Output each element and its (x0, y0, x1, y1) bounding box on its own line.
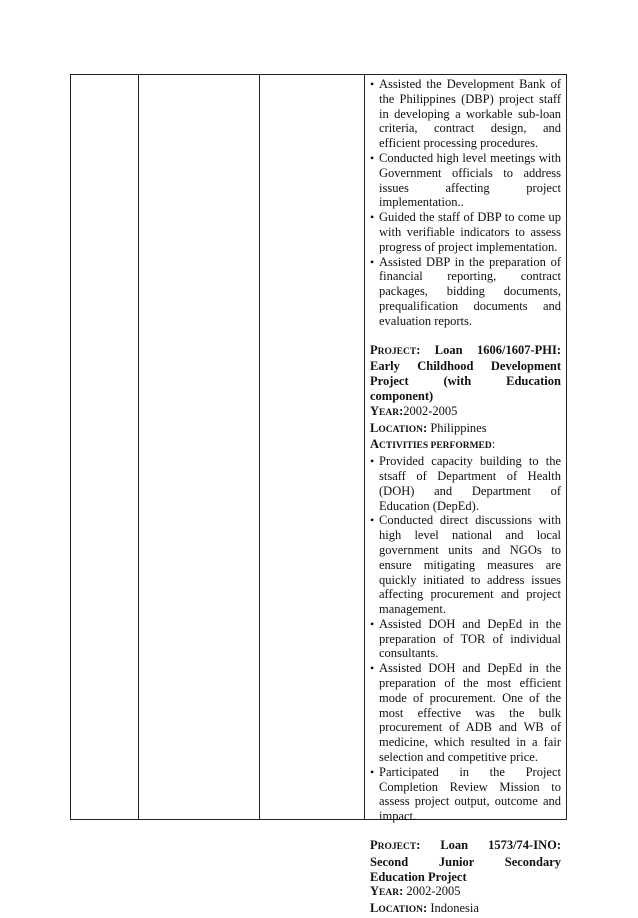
dbp-activity-list (370, 77, 561, 329)
activities-heading: ACTIVITIES PERFORMED: (370, 437, 496, 452)
project-location: LOCATION: Indonesia (370, 901, 479, 916)
list-item: • Assisted DOH and DepEd in the preparation of TOR of individual consultants. (370, 617, 561, 661)
project-heading: PROJECT: Loan 1606/1607-PHI: Early Childhood Development Project (with Education component) (370, 342, 562, 403)
table-column-divider (364, 75, 365, 819)
table-column-divider (138, 75, 139, 819)
list-item: • Conducted high level meetings with Government officials to address issues affecting project implementation.. (370, 151, 561, 210)
list-item: • Participated in the Project Completion Review Mission to assess project output, outcome and impact. (370, 765, 561, 824)
list-item: • Provided capacity building to the stsaff of Department of Health (DOH) and Department of Education (DepEd). (370, 454, 561, 513)
list-item: • Assisted DBP in the preparation of financial reporting, contract packages, bidding documents, prequalification documents and evaluation reports. (370, 255, 561, 329)
project-title: Loan 1606/1607-PHI: Early Childhood Development Project (with Education component) (370, 342, 562, 403)
project-title: Loan 1573/74-INO: Second Junior Secondary Education Project (370, 838, 561, 884)
experience-table (70, 74, 567, 916)
project-year: YEAR:2002-2005 (370, 403, 458, 418)
list-item: • Assisted the Development Bank of the Philippines (DBP) project staff in developing a workable sub-loan criteria, contract design, and efficient processing procedures. (370, 77, 561, 151)
list-item: • Guided the staff of DBP to come up with verifiable indicators to assess progress of project implementation. (370, 210, 561, 254)
project-year: YEAR: 2002-2005 (370, 884, 461, 899)
table-column-divider (259, 75, 260, 819)
project-heading: PROJECT: Loan 1573/74-INO: Second Junior Secondary Education Project (370, 838, 561, 884)
list-item: • Conducted direct discussions with high level national and local government units and NGOs to ensure mitigating measures are quickly initiated to address issues affecting procurement and project management. (370, 513, 561, 617)
list-item: • Assisted DOH and DepEd in the preparation of the most efficient mode of procurement. One of the most effective was the bulk procurement of ADB and WB of medicine, which resulted in a fair selection and competitive price. (370, 661, 561, 765)
project-location: LOCATION: Philippines (370, 420, 487, 435)
activities-cell (370, 77, 561, 918)
project1-activity-list (370, 454, 561, 824)
